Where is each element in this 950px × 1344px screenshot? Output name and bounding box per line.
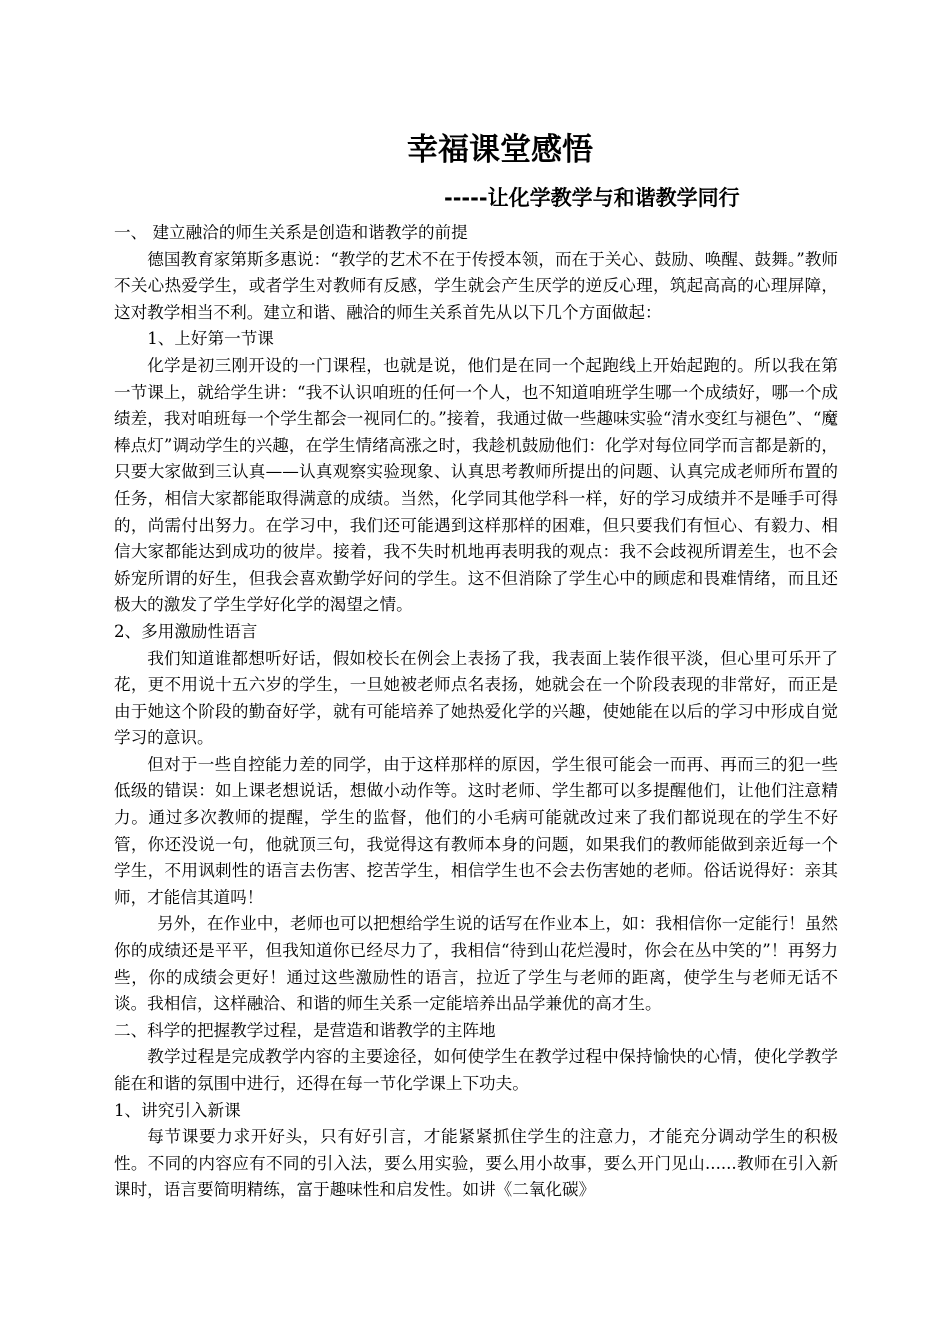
paragraph: 另外，在作业中，老师也可以把想给学生说的话写在作业本上，如：我相信你一定能行！虽然你的成绩还是平平，但我知道你已经尽力了，我相信“待到山花烂漫时，你会在丛中笑的”！再努力些，你的成绩会更好！通过这些激励性的语言，拉近了学生与老师的距离，使学生与老师无话不谈。我相信，这样融洽、和谐的师生关系一定能培养出品学兼优的高才生。 (114, 914, 838, 1014)
document-page (114, 128, 838, 1204)
paragraph: 但对于一些自控能力差的同学，由于这样那样的原因，学生很可能会一而再、再而三的犯一些低级的错误：如上课老想说话，想做小动作等。这时老师、学生都可以多提醒他们，让他们注意精力。通过多次教师的提醒，学生的监督，他们的小毛病可能就改过来了我们都说现在的学生不好管，你还没说一句，他就顶三句，我觉得这有教师本身的问题，如果我们的教师能做到亲近每一个学生，不用讽刺性的语言去伤害、挖苦学生，相信学生也不会去伤害她的老师。俗话说得好：亲其师，才能信其道吗！ (114, 754, 838, 907)
subsection-heading: 2、多用激励性语言 (114, 621, 258, 641)
paragraph: 化学是初三刚开设的一门课程，也就是说，他们是在同一个起跑线上开始起跑的。所以我在第一节课上，就给学生讲：“我不认识咱班的任何一个人，也不知道咱班学生哪一个成绩好，哪一个成绩差，我对咱班每一个学生都会一视同仁的。”接着，我通过做一些趣味实验“清水变红与褪色”、“魔棒点灯”调动学生的兴趣，在学生情绪高涨之时，我趁机鼓励他们：化学对每位同学而言都是新的，只要大家做到三认真——认真观察实验现象、认真思考教师所提出的问题、认真完成老师所布置的任务，相信大家都能取得满意的成绩。当然，化学同其他学科一样，好的学习成绩并不是唾手可得的，尚需付出努力。在学习中，我们还可能遇到这样那样的困难，但只要我们有恒心、有毅力、相信大家都能达到成功的彼岸。接着，我不失时机地再表明我的观点：我不会歧视所谓差生，也不会娇宠所谓的好生，但我会喜欢勤学好问的学生。这不但消除了学生心中的顾虑和畏难情绪，而且还极大的激发了学生学好化学的渴望之情。 (114, 355, 838, 615)
paragraph: 教学过程是完成教学内容的主要途径，如何使学生在教学过程中保持愉快的心情，使化学教学能在和谐的氛围中进行，还得在每一节化学课上下功夫。 (114, 1047, 838, 1093)
paragraph: 德国教育家第斯多惠说：“教学的艺术不在于传授本领，而在于关心、鼓励、唤醒、鼓舞。”教师不关心热爱学生，或者学生对教师有反感，学生就会产生厌学的逆反心理，筑起高高的心理屏障，这对教学相当不利。建立和谐、融洽的师生关系首先从以下几个方面做起： (114, 249, 838, 322)
document-title: 幸福课堂感悟 (407, 132, 593, 168)
section-heading-2: 二、科学的把握教学过程，是营造和谐教学的主阵地 (114, 1020, 496, 1040)
document-subtitle: -----让化学教学与和谐教学同行 (444, 186, 740, 210)
paragraph: 我们知道谁都想听好话，假如校长在例会上表扬了我，我表面上装作很平淡，但心里可乐开了花，更不用说十五六岁的学生，一旦她被老师点名表扬，她就会在一个阶段表现的非常好，而正是由于她这个阶段的勤奋好学，就有可能培养了她热爱化学的兴趣，使她能在以后的学习中形成自觉学习的意识。 (114, 648, 838, 748)
paragraph: 每节课要力求开好头，只有好引言，才能紧紧抓住学生的注意力，才能充分调动学生的积极性。不同的内容应有不同的引入法，要么用实验，要么用小故事，要么开门见山......教师在引入新课时，语言要简明精练，富于趣味性和启发性。如讲《二氧化碳》 (114, 1127, 838, 1200)
document-body (114, 220, 838, 1204)
section-heading-1: 一、 建立融洽的师生关系是创造和谐教学的前提 (114, 223, 468, 242)
subsection-heading: 1、讲究引入新课 (114, 1100, 241, 1120)
subsection-heading: 1、上好第一节课 (147, 329, 274, 349)
